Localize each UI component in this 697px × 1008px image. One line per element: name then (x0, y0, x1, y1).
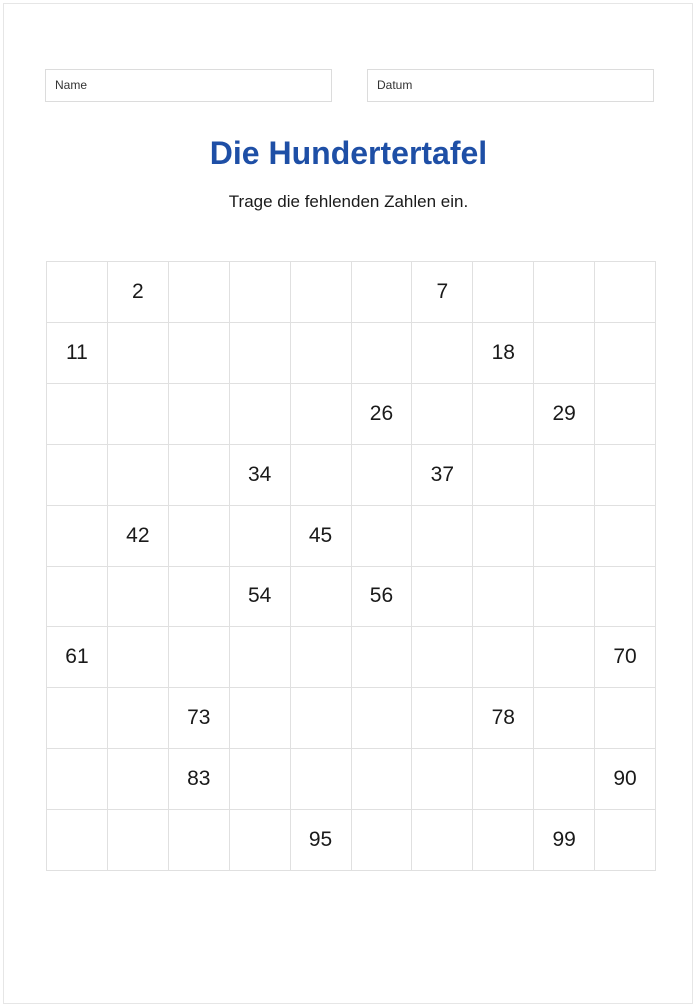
grid-cell-blank[interactable] (108, 567, 169, 628)
name-field-label: Name (55, 78, 88, 92)
grid-cell-blank[interactable] (47, 749, 108, 810)
grid-cell-blank[interactable] (47, 262, 108, 323)
grid-cell-blank[interactable] (473, 445, 534, 506)
grid-cell-blank[interactable] (291, 323, 352, 384)
name-field[interactable] (45, 69, 332, 102)
grid-cell-blank[interactable] (412, 749, 473, 810)
grid-cell-blank[interactable] (169, 567, 230, 628)
grid-cell-blank[interactable] (291, 384, 352, 445)
grid-cell-blank[interactable] (473, 384, 534, 445)
grid-cell-number: 26 (352, 384, 413, 445)
grid-cell-blank[interactable] (108, 445, 169, 506)
grid-cell-blank[interactable] (412, 810, 473, 871)
grid-cell-blank[interactable] (352, 810, 413, 871)
grid-cell-blank[interactable] (291, 749, 352, 810)
grid-cell-number: 42 (108, 506, 169, 567)
grid-cell-blank[interactable] (230, 506, 291, 567)
grid-cell-blank[interactable] (352, 749, 413, 810)
grid-cell-blank[interactable] (352, 323, 413, 384)
grid-cell-number: 45 (291, 506, 352, 567)
grid-cell-blank[interactable] (352, 262, 413, 323)
grid-cell-blank[interactable] (595, 384, 656, 445)
grid-cell-number: 54 (230, 567, 291, 628)
grid-cell-blank[interactable] (230, 810, 291, 871)
grid-cell-blank[interactable] (47, 810, 108, 871)
date-field-label: Datum (377, 78, 413, 92)
grid-cell-number: 90 (595, 749, 656, 810)
grid-cell-blank[interactable] (473, 627, 534, 688)
page-title: Die Hundertertafel (209, 135, 488, 171)
grid-cell-blank[interactable] (473, 262, 534, 323)
grid-cell-blank[interactable] (291, 567, 352, 628)
grid-cell-blank[interactable] (291, 688, 352, 749)
grid-cell-number: 99 (534, 810, 595, 871)
grid-cell-blank[interactable] (534, 749, 595, 810)
grid-cell-blank[interactable] (473, 506, 534, 567)
grid-cell-number: 78 (473, 688, 534, 749)
grid-cell-number: 37 (412, 445, 473, 506)
grid-cell-blank[interactable] (412, 323, 473, 384)
grid-cell-blank[interactable] (230, 749, 291, 810)
hundred-chart-grid (46, 261, 656, 871)
grid-cell-blank[interactable] (595, 567, 656, 628)
grid-cell-blank[interactable] (595, 323, 656, 384)
grid-cell-number: 34 (230, 445, 291, 506)
grid-cell-blank[interactable] (352, 445, 413, 506)
grid-cell-blank[interactable] (108, 384, 169, 445)
grid-cell-blank[interactable] (108, 810, 169, 871)
grid-cell-number: 2 (108, 262, 169, 323)
grid-cell-blank[interactable] (291, 262, 352, 323)
grid-cell-blank[interactable] (47, 688, 108, 749)
grid-cell-blank[interactable] (169, 323, 230, 384)
grid-cell-blank[interactable] (47, 567, 108, 628)
grid-cell-blank[interactable] (534, 627, 595, 688)
grid-cell-blank[interactable] (108, 627, 169, 688)
grid-cell-blank[interactable] (595, 445, 656, 506)
grid-cell-blank[interactable] (473, 810, 534, 871)
grid-cell-blank[interactable] (534, 323, 595, 384)
grid-cell-blank[interactable] (230, 688, 291, 749)
grid-cell-blank[interactable] (595, 688, 656, 749)
grid-cell-blank[interactable] (352, 688, 413, 749)
grid-cell-blank[interactable] (169, 262, 230, 323)
grid-cell-blank[interactable] (230, 323, 291, 384)
grid-cell-blank[interactable] (47, 445, 108, 506)
grid-cell-blank[interactable] (169, 627, 230, 688)
grid-cell-blank[interactable] (412, 384, 473, 445)
grid-cell-blank[interactable] (534, 445, 595, 506)
grid-cell-blank[interactable] (108, 749, 169, 810)
grid-cell-number: 7 (412, 262, 473, 323)
grid-cell-number: 95 (291, 810, 352, 871)
grid-cell-blank[interactable] (352, 506, 413, 567)
grid-cell-blank[interactable] (108, 688, 169, 749)
grid-cell-blank[interactable] (595, 810, 656, 871)
grid-cell-blank[interactable] (230, 262, 291, 323)
date-field[interactable] (367, 69, 654, 102)
grid-cell-blank[interactable] (534, 506, 595, 567)
grid-cell-blank[interactable] (169, 506, 230, 567)
grid-cell-blank[interactable] (473, 567, 534, 628)
grid-cell-blank[interactable] (595, 262, 656, 323)
grid-cell-blank[interactable] (47, 506, 108, 567)
grid-cell-blank[interactable] (534, 262, 595, 323)
grid-cell-number: 56 (352, 567, 413, 628)
grid-cell-number: 70 (595, 627, 656, 688)
grid-cell-blank[interactable] (534, 688, 595, 749)
instructions: Trage die fehlenden Zahlen ein. (228, 192, 469, 211)
grid-cell-blank[interactable] (291, 627, 352, 688)
grid-cell-blank[interactable] (352, 627, 413, 688)
grid-cell-blank[interactable] (169, 445, 230, 506)
grid-cell-blank[interactable] (412, 627, 473, 688)
grid-cell-blank[interactable] (595, 506, 656, 567)
grid-cell-number: 73 (169, 688, 230, 749)
grid-cell-blank[interactable] (412, 506, 473, 567)
grid-cell-blank[interactable] (169, 384, 230, 445)
grid-cell-blank[interactable] (291, 445, 352, 506)
grid-cell-blank[interactable] (230, 627, 291, 688)
grid-cell-blank[interactable] (534, 567, 595, 628)
grid-cell-number: 61 (47, 627, 108, 688)
grid-cell-number: 18 (473, 323, 534, 384)
grid-cell-blank[interactable] (412, 688, 473, 749)
grid-cell-blank[interactable] (412, 567, 473, 628)
grid-cell-blank[interactable] (169, 810, 230, 871)
grid-cell-number: 29 (534, 384, 595, 445)
grid-cell-number: 83 (169, 749, 230, 810)
grid-cell-blank[interactable] (230, 384, 291, 445)
grid-cell-blank[interactable] (47, 384, 108, 445)
grid-cell-blank[interactable] (108, 323, 169, 384)
grid-cell-blank[interactable] (473, 749, 534, 810)
grid-cell-number: 11 (47, 323, 108, 384)
